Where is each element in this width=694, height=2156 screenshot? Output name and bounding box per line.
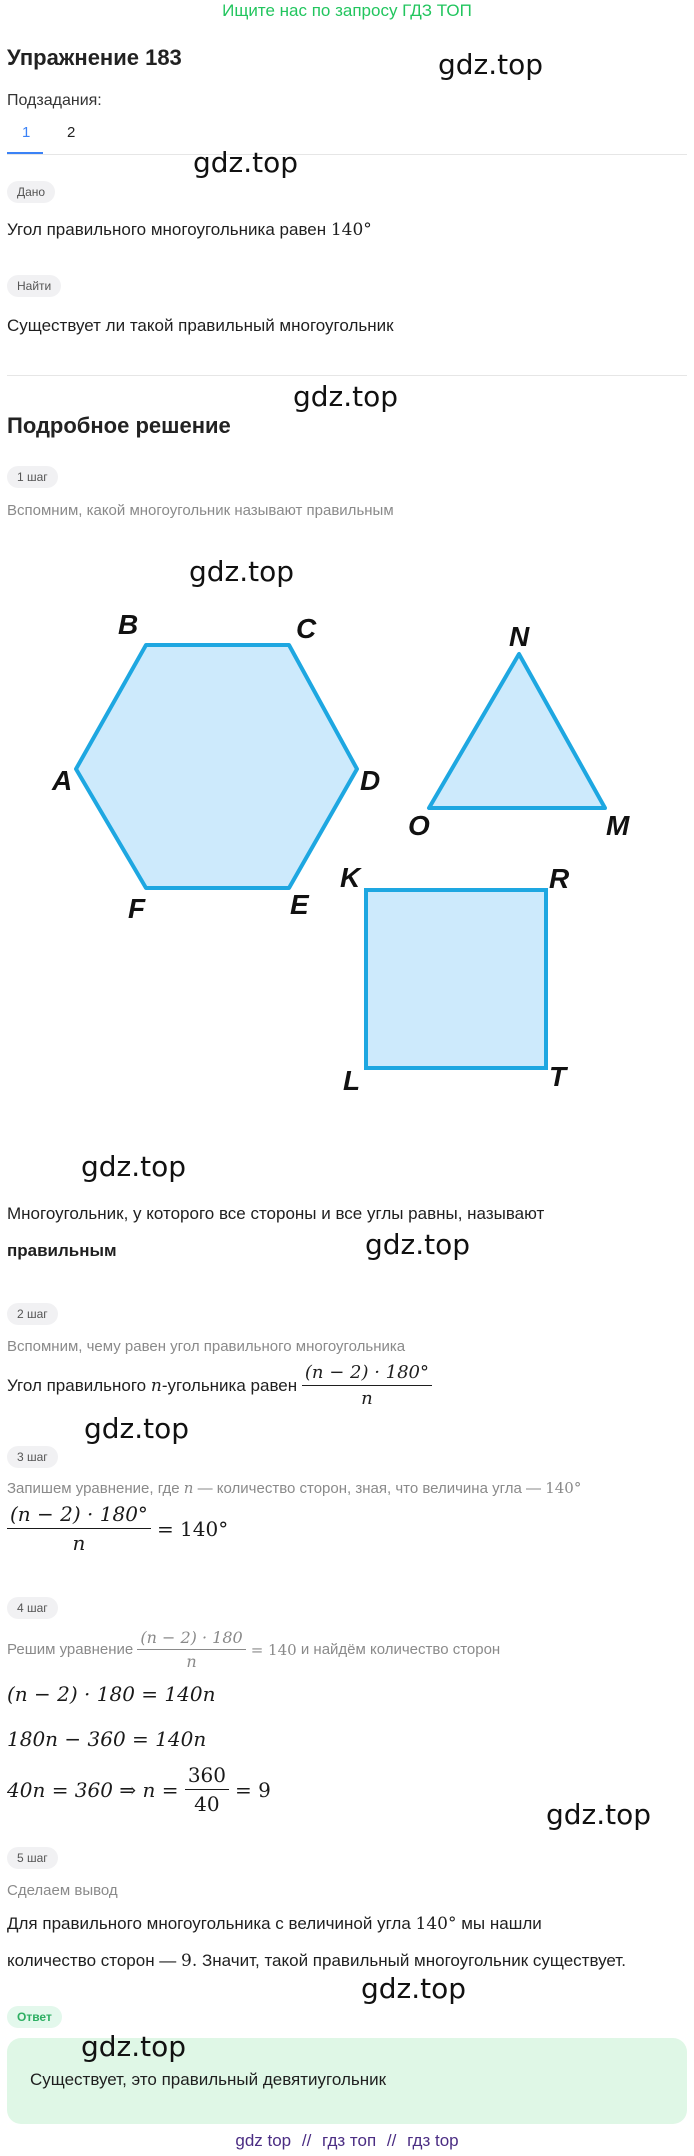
conclusion-nine: 9. [181,1951,198,1971]
step-1-badge: 1 шаг [7,466,58,488]
equation-3-lhs: 40n = 360 ⇒ n = [7,1777,179,1802]
step-3-equation [7,1502,228,1555]
watermark: gdz.top [189,555,295,588]
hexagon-shape [76,645,357,888]
step-2-badge: 2 шаг [7,1303,58,1325]
conclusion-text-b: мы нашли [461,1914,542,1933]
page-title: Упражнение 183 [7,45,182,70]
step-5-badge: 5 шаг [7,1847,58,1869]
footer-separator: // [301,2131,312,2150]
conclusion-line-2 [7,1951,626,1971]
equation-3-numerator: 360 [185,1763,229,1790]
vertex-label-f: F [128,893,146,924]
step-2-formula [7,1362,432,1409]
watermark: gdz.top [81,2030,187,2063]
equation-2: 180n − 360 = 140n [7,1727,207,1751]
step-4-caption-a: Решим уравнение [7,1641,134,1658]
definition-bold: правильным [7,1241,117,1260]
watermark: gdz.top [546,1798,652,1831]
vertex-label-a: A [52,765,73,796]
regular-polygons-figure [40,600,670,1100]
given-text-label: Угол правильного многоугольника равен [7,220,327,239]
step-3-badge: 3 шаг [7,1446,58,1468]
step-4-caption-b: и найдём количество сторон [300,1641,501,1658]
step-2-caption: Вспомним, чему равен угол правильного многоугольника [7,1338,406,1355]
conclusion-angle: 140° [415,1914,457,1934]
angle-formula-denominator: n [361,1388,373,1409]
vertex-label-r: R [549,863,570,894]
given-angle-value: 140° [330,220,372,240]
conclusion-text-d: Значит, такой правильный многоугольник существует. [202,1951,626,1970]
step-4-inline-rhs: = 140 [250,1640,297,1659]
step-1-caption: Вспомним, какой многоугольник называют правильным [7,502,394,519]
step-5-caption: Сделаем вывод [7,1882,118,1899]
answer-text: Существует, это правильный девятиугольник [30,2070,387,2089]
vertex-label-k: K [340,862,361,893]
footer-link-3[interactable]: гдз top [407,2131,459,2150]
watermark: gdz.top [365,1228,471,1261]
vertex-label-n: N [509,621,530,652]
given-text [7,220,372,240]
step-2-text-a: Угол правильного [7,1375,147,1395]
equation-1: (n − 2) · 180 = 140n [7,1682,216,1706]
footer-link-2[interactable]: гдз топ [322,2131,377,2150]
given-badge: Дано [7,181,55,203]
angle-formula-numerator: (n − 2) · 180° [302,1362,432,1386]
vertex-label-c: C [296,613,317,644]
step-2-n: n [150,1375,162,1396]
step-3-caption-value: 140° [545,1479,582,1497]
equation-3-fraction [185,1763,229,1816]
tab-subtask-2[interactable]: 2 [67,124,76,141]
step-3-rhs: = 140° [156,1516,229,1541]
step-4-inline-denominator: n [186,1652,197,1671]
section-divider [7,375,687,376]
step-2-text-b: -угольника равен [161,1375,298,1395]
watermark: gdz.top [438,48,544,81]
step-3-numerator: (n − 2) · 180° [7,1502,151,1529]
step-3-caption-a: Запишем уравнение, где [7,1480,180,1497]
angle-formula [302,1362,432,1409]
solution-title: Подробное решение [7,413,231,438]
step-4-caption [7,1628,500,1671]
search-banner[interactable]: Ищите нас по запросу ГДЗ ТОП [222,1,472,20]
conclusion-line-1 [7,1914,542,1934]
vertex-label-t: T [549,1061,567,1092]
vertex-label-e: E [290,889,309,920]
footer-separator: // [386,2131,397,2150]
footer-links [0,2131,694,2151]
vertex-label-m: M [606,810,630,841]
step-4-inline-numerator: (n − 2) · 180 [137,1628,245,1650]
watermark: gdz.top [293,380,399,413]
watermark: gdz.top [81,1150,187,1183]
equation-3 [7,1763,271,1816]
tab-subtask-1[interactable]: 1 [22,124,31,141]
definition-text: Многоугольник, у которого все стороны и все углы равны, называют [7,1204,545,1223]
watermark: gdz.top [84,1412,190,1445]
vertex-label-o: O [408,810,430,841]
step-3-caption [7,1479,581,1497]
find-badge: Найти [7,275,61,297]
find-text: Существует ли такой правильный многоугольник [7,316,394,335]
watermark: gdz.top [361,1972,467,2005]
step-3-caption-b: — количество сторон, зная, что величина угла — [197,1480,542,1497]
step-3-caption-n: n [183,1479,194,1497]
step-3-fraction [7,1502,151,1555]
vertex-label-l: L [343,1065,361,1096]
conclusion-text-a: Для правильного многоугольника с величиной угла [7,1914,411,1933]
triangle-shape [429,654,605,808]
vertex-label-d: D [360,765,381,796]
step-4-badge: 4 шаг [7,1597,58,1619]
step-3-denominator: n [72,1531,86,1555]
equation-3-denominator: 40 [194,1792,220,1816]
vertex-label-b: B [118,609,139,640]
answer-badge: Ответ [7,2006,62,2028]
footer-link-1[interactable]: gdz top [235,2131,292,2150]
step-4-inline-fraction [137,1628,245,1671]
equation-3-rhs: = 9 [235,1777,271,1802]
conclusion-text-c: количество сторон — [7,1951,177,1970]
subtasks-label: Подзадания: [7,92,102,109]
watermark: gdz.top [193,146,299,179]
square-shape [366,890,546,1068]
tabs-divider [7,154,687,155]
